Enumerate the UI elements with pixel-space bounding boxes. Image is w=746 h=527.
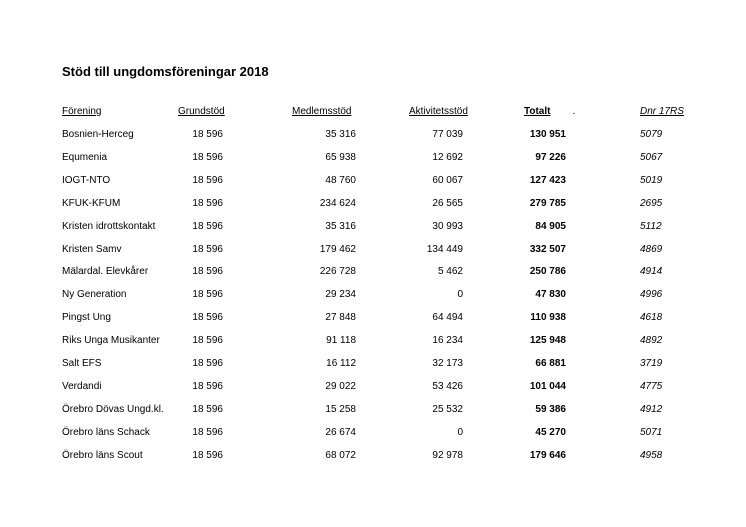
cell-dnr: 5112	[640, 220, 662, 232]
header-totalt-dot: .	[572, 106, 576, 117]
cell-totalt: 127 423	[529, 174, 566, 186]
header-forening: Förening	[62, 106, 102, 117]
cell-forening: KFUK-KFUM	[62, 197, 121, 209]
cell-totalt: 125 948	[529, 335, 566, 347]
cell-aktivitetsstod: 60 067	[432, 174, 463, 186]
cell-grundstod: 18 596	[192, 266, 223, 278]
cell-totalt: 97 226	[535, 151, 566, 163]
cell-dnr: 5079	[640, 129, 663, 140]
cell-aktivitetsstod: 64 494	[432, 312, 463, 324]
cell-medlemsstod: 91 118	[326, 335, 356, 347]
cell-totalt: 332 507	[529, 243, 566, 255]
table-row	[0, 264, 746, 280]
cell-grundstod: 18 596	[192, 312, 223, 324]
cell-grundstod: 18 596	[192, 403, 223, 415]
header-dnr: Dnr 17RS	[640, 106, 684, 117]
cell-medlemsstod: 234 624	[319, 197, 356, 209]
cell-grundstod: 18 596	[192, 220, 223, 232]
cell-aktivitetsstod: 5 462	[437, 266, 463, 278]
cell-dnr: 5067	[640, 151, 663, 163]
table-header	[0, 104, 746, 120]
cell-medlemsstod: 29 022	[325, 380, 356, 392]
table-row	[0, 173, 746, 189]
cell-totalt: 101 044	[529, 380, 566, 392]
cell-aktivitetsstod: 12 692	[432, 151, 463, 163]
cell-grundstod: 18 596	[192, 197, 223, 209]
header-totalt-label: Totalt	[524, 106, 551, 117]
header-totalt	[524, 104, 575, 120]
cell-grundstod: 18 596	[192, 174, 223, 186]
cell-forening: Verdandi	[62, 380, 102, 392]
cell-dnr: 4892	[640, 335, 663, 347]
cell-medlemsstod: 226 728	[319, 266, 356, 278]
header-medlemsstod: Medlemsstöd	[292, 106, 352, 117]
cell-dnr: 2695	[640, 197, 663, 209]
cell-forening: Mälardal. Elevkårer	[62, 266, 149, 278]
table-row	[0, 448, 746, 464]
cell-forening: Salt EFS	[62, 358, 102, 369]
cell-aktivitetsstod: 30 993	[432, 220, 463, 232]
page-title: Stöd till ungdomsföreningar 2018	[62, 64, 269, 79]
cell-totalt: 279 785	[529, 197, 566, 209]
cell-grundstod: 18 596	[192, 335, 223, 347]
cell-aktivitetsstod: 26 565	[432, 197, 463, 209]
cell-forening: Örebro läns Schack	[62, 426, 150, 438]
cell-dnr: 4914	[640, 266, 663, 278]
cell-medlemsstod: 179 462	[319, 243, 356, 255]
cell-grundstod: 18 596	[192, 426, 223, 438]
cell-medlemsstod: 29 234	[325, 289, 356, 301]
cell-medlemsstod: 35 316	[325, 220, 356, 232]
cell-forening: Bosnien-Herceg	[62, 129, 134, 140]
cell-dnr: 4869	[640, 243, 663, 255]
cell-dnr: 4996	[640, 289, 663, 301]
cell-aktivitetsstod: 32 173	[432, 358, 463, 369]
cell-dnr: 4775	[640, 380, 663, 392]
cell-medlemsstod: 15 258	[325, 403, 356, 415]
cell-dnr: 5019	[640, 174, 663, 186]
table-row	[0, 242, 746, 258]
table-row	[0, 402, 746, 418]
cell-medlemsstod: 48 760	[325, 174, 356, 186]
cell-aktivitetsstod: 134 449	[426, 243, 463, 255]
cell-forening: Ny Generation	[62, 289, 127, 301]
header-aktivitetsstod: Aktivitetsstöd	[409, 106, 468, 117]
cell-aktivitetsstod: 25 532	[432, 403, 463, 415]
cell-aktivitetsstod: 16 234	[432, 335, 463, 347]
cell-forening: Riks Unga Musikanter	[62, 335, 160, 347]
cell-medlemsstod: 65 938	[325, 151, 356, 163]
cell-aktivitetsstod: 53 426	[432, 380, 463, 392]
cell-medlemsstod: 35 316	[325, 129, 356, 140]
cell-forening: IOGT-NTO	[62, 174, 111, 186]
cell-dnr: 3719	[640, 358, 663, 369]
table-row	[0, 310, 746, 326]
cell-grundstod: 18 596	[192, 380, 223, 392]
cell-grundstod: 18 596	[192, 151, 223, 163]
cell-totalt: 47 830	[535, 289, 566, 301]
cell-aktivitetsstod: 0	[457, 426, 463, 438]
cell-totalt: 179 646	[529, 449, 566, 461]
cell-medlemsstod: 26 674	[325, 426, 356, 438]
cell-grundstod: 18 596	[192, 358, 223, 369]
cell-totalt: 59 386	[535, 403, 566, 415]
cell-medlemsstod: 27 848	[325, 312, 356, 324]
cell-medlemsstod: 16 112	[326, 358, 356, 369]
cell-grundstod: 18 596	[192, 289, 223, 301]
table-row	[0, 333, 746, 349]
cell-totalt: 66 881	[535, 358, 566, 369]
cell-dnr: 4912	[640, 403, 663, 415]
cell-grundstod: 18 596	[192, 449, 223, 461]
cell-forening: Equmenia	[62, 151, 108, 163]
cell-forening: Kristen Samv	[62, 243, 122, 255]
cell-dnr: 5071	[640, 426, 663, 438]
cell-medlemsstod: 68 072	[325, 449, 356, 461]
table-row	[0, 356, 746, 372]
cell-totalt: 130 951	[529, 129, 566, 140]
cell-totalt: 45 270	[535, 426, 566, 438]
cell-forening: Örebro läns Scout	[62, 449, 143, 461]
cell-forening: Kristen idrottskontakt	[62, 220, 156, 232]
cell-dnr: 4958	[640, 449, 663, 461]
cell-forening: Pingst Ung	[62, 312, 111, 324]
table-row	[0, 150, 746, 166]
cell-totalt: 84 905	[535, 220, 566, 232]
cell-totalt: 110 938	[530, 312, 566, 324]
table-row	[0, 287, 746, 303]
cell-totalt: 250 786	[529, 266, 566, 278]
cell-aktivitetsstod: 92 978	[432, 449, 463, 461]
cell-aktivitetsstod: 77 039	[432, 129, 463, 140]
table-row	[0, 127, 746, 143]
cell-aktivitetsstod: 0	[457, 289, 463, 301]
header-grundstod: Grundstöd	[178, 106, 225, 117]
table-row	[0, 219, 746, 235]
cell-grundstod: 18 596	[192, 129, 223, 140]
table-row	[0, 425, 746, 441]
cell-dnr: 4618	[640, 312, 663, 324]
table-row	[0, 379, 746, 395]
table-row	[0, 196, 746, 212]
cell-forening: Örebro Dövas Ungd.kl.	[62, 403, 164, 415]
cell-grundstod: 18 596	[192, 243, 223, 255]
